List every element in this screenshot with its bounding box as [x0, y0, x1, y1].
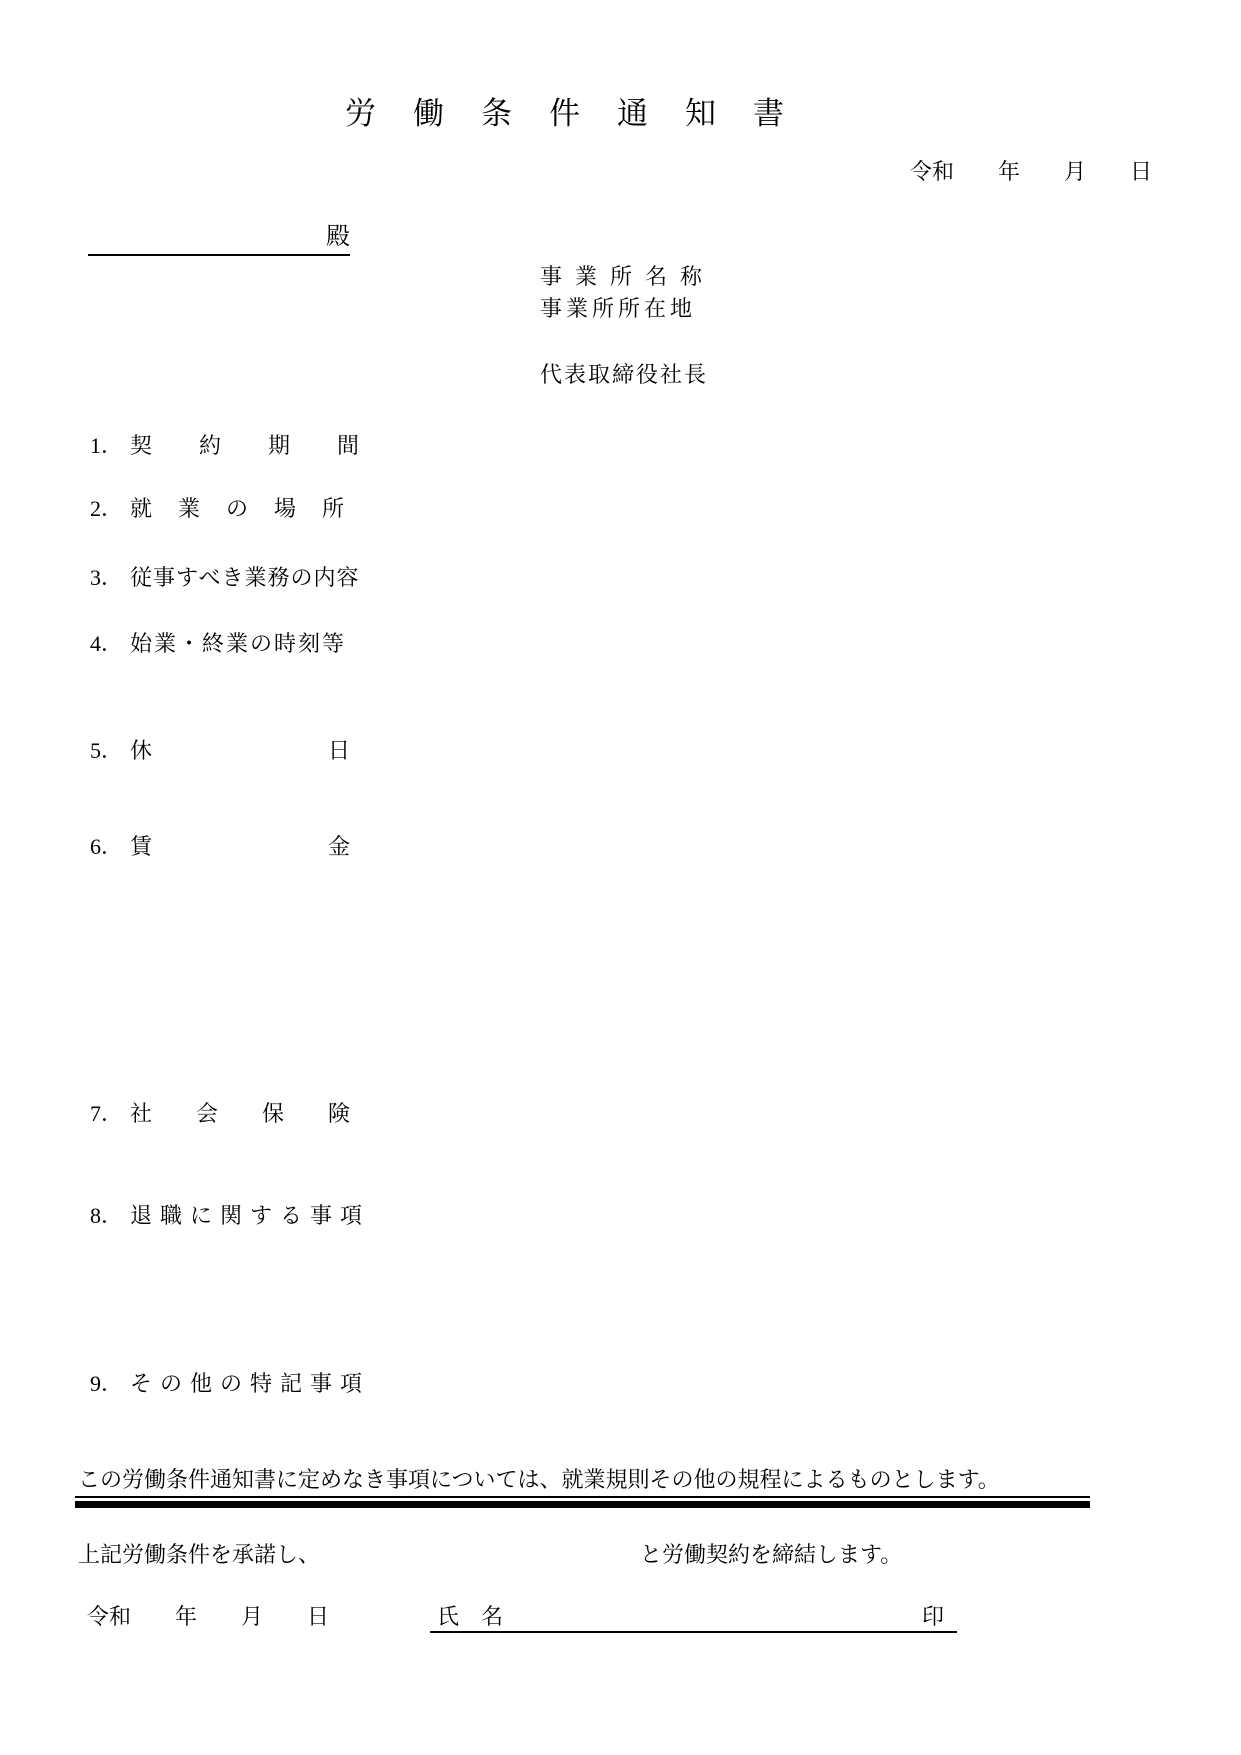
separator-thick-rule [75, 1501, 1090, 1508]
item-label: 従事すべき業務の内容 [130, 565, 360, 590]
issue-date-line: 令和 年 月 日 [910, 159, 1153, 184]
item-number: 5． [90, 738, 124, 763]
signature-name-label: 氏 名 [437, 1604, 504, 1629]
item-row-retirement [90, 1202, 370, 1230]
item-row-special-notes [90, 1370, 370, 1398]
seal-label: 印 [922, 1604, 945, 1629]
item-number: 1． [90, 433, 124, 458]
item-label: 就 業 の 場 所 [130, 496, 347, 521]
item-label: 社 会 保 険 [130, 1101, 351, 1126]
item-row-contract-period [90, 432, 360, 460]
acceptance-suffix-text: と労働契約を締結します。 [640, 1542, 903, 1567]
item-row-holidays [90, 737, 350, 765]
item-number: 9． [90, 1371, 124, 1396]
item-number: 8． [90, 1203, 124, 1228]
item-number: 7． [90, 1101, 124, 1126]
item-label: 契 約 期 間 [130, 433, 361, 458]
item-label: 退職に関する事項 [130, 1203, 371, 1228]
item-row-work-location [90, 495, 346, 523]
item-number: 2． [90, 496, 124, 521]
page-title: 労 働 条 件 通 知 書 [345, 96, 787, 131]
item-number: 3． [90, 565, 124, 590]
item-label: 始業・終業の時刻等 [130, 631, 347, 656]
signature-name-underline [430, 1631, 957, 1633]
item-row-job-duties [90, 564, 360, 592]
item-row-social-insurance [90, 1100, 350, 1128]
item-row-wages [90, 833, 350, 861]
item-number: 6． [90, 834, 124, 859]
signature-date-line: 令和 年 月 日 [87, 1604, 330, 1629]
fallback-clause-text: この労働条件通知書に定めなき事項については、就業規則その他の規程によるものとします。 [78, 1467, 1000, 1492]
item-row-work-hours [90, 630, 346, 658]
item-label: その他の特記事項 [130, 1371, 371, 1396]
office-address-label: 事業所所在地 [540, 296, 697, 321]
item-label: 賃 金 [130, 834, 351, 859]
item-number: 4． [90, 631, 124, 656]
addressee-honorific: 殿 [326, 224, 350, 250]
separator-thin-rule [75, 1496, 1090, 1498]
office-name-label: 事業所名称 [540, 264, 716, 289]
item-label: 休 日 [130, 738, 351, 763]
acceptance-prefix-text: 上記労働条件を承諾し、 [78, 1542, 321, 1567]
representative-director-label: 代表取締役社長 [540, 362, 709, 387]
addressee-blank-underline [88, 222, 350, 256]
